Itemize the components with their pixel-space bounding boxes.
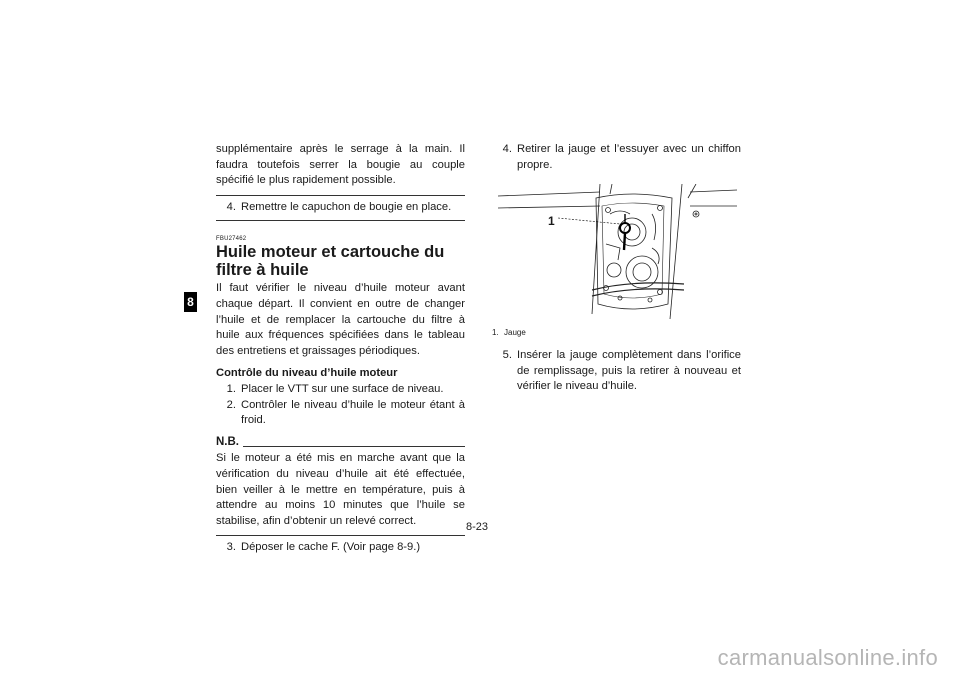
section-title: Huile moteur et cartouche du filtre à huile [216,243,445,280]
step-number: 4. [226,200,236,213]
step-item [216,540,465,556]
step-number: 1. [226,382,236,395]
divider [216,535,465,536]
step-number: 2. [226,398,236,411]
section-intro: Il faut vérifier le niveau d’huile moteur avant chaque départ. Il convient en outre de changer l’huile et de remplacer la cartouche du filtre à huile aux fréquences spécifiées dans le tableau des entretiens et graissages périodiques. [216,282,465,357]
step-item [216,200,465,216]
step-item [492,348,741,395]
step-number: 4. [502,143,512,155]
step-item [216,382,465,398]
note-label: N.B. [216,435,239,448]
intro-paragraph: supplémentaire après le serrage à la main. Il faudra toutefois serrer la bougie au couple spécifié le plus rapidement possible. [216,143,465,187]
step-number: 5. [502,349,512,362]
figure-caption [492,328,741,338]
divider [216,220,465,221]
left-column [216,142,465,556]
step-text: Insérer la jauge complètement dans l’orifice de remplissage, puis la retirer à nouveau et vérifier le niveau d’huile. [517,349,741,393]
watermark: carmanualsonline.info [717,645,938,670]
divider [216,195,465,196]
step-text: Placer le VTT sur une surface de niveau. [241,382,444,395]
callout-number: 1 [548,214,555,229]
step-number: 3. [226,541,236,554]
step-text: Remettre le capuchon de bougie en place. [241,200,452,213]
step-item [492,142,741,173]
page-number: 8-23 [466,521,489,533]
step-text: Contrôler le niveau d’huile le moteur étant à froid. [241,398,465,427]
section-code: FBU27462 [216,236,247,243]
right-column [492,142,741,395]
step-text: Retirer la jauge et l’essuyer avec un chiffon propre. [517,143,741,171]
caption-number: 1. [492,328,499,338]
step-text: Déposer le cache F. (Voir page 8-9.) [241,541,421,554]
step-item [216,398,465,429]
subheading: Contrôle du niveau d’huile moteur [216,367,398,380]
chapter-tab: 8 [184,292,197,312]
note-rule [243,446,465,447]
engine-drawing [492,184,741,324]
note-header [216,435,465,451]
dipstick-illustration [492,184,741,324]
note-text: Si le moteur a été mis en marche avant que la vérification du niveau d’huile ait été effectuée, bien veiller à le mettre en température, puis à attendre au moins 10 minutes que l’huile se stabilise, afin d’obtenir un relevé correct. [216,452,465,527]
caption-text: Jauge [504,328,526,338]
